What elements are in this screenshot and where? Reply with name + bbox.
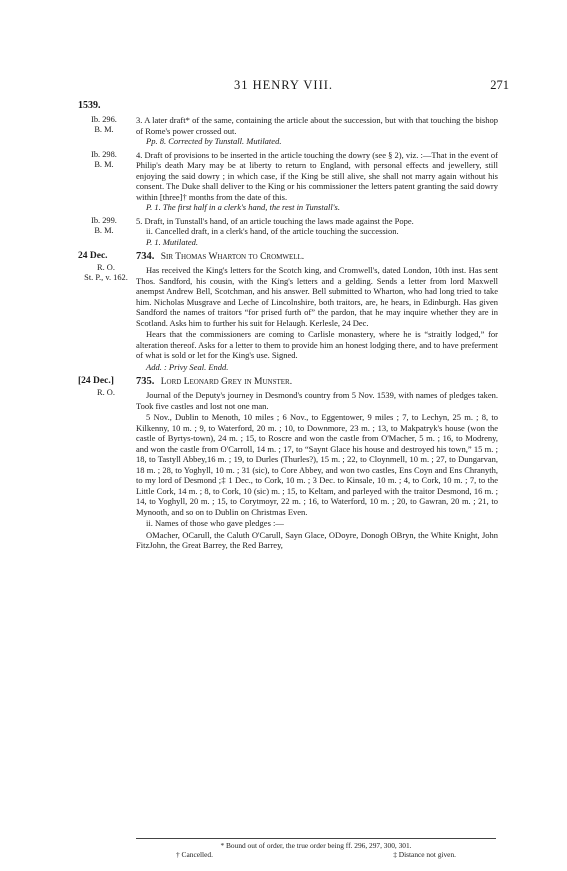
entry-date: 24 Dec. bbox=[78, 251, 108, 261]
margin-ref: R. O. St. P., v. 162. bbox=[84, 263, 128, 283]
footnotes bbox=[136, 838, 496, 859]
pledges-list: OMacher, OCarull, the Caluth O'Carull, Sayn Glace, ODoyre, Donogh OBryn, the White Knight, John FitzJohn, the Great Barrey, the Red Barrey, bbox=[136, 529, 498, 550]
item-subtext: ii. Cancelled draft, in a clerk's hand, of the article touching the succession. bbox=[146, 226, 399, 236]
page-number: 271 bbox=[490, 78, 509, 92]
entry-heading-row bbox=[78, 376, 498, 397]
entry-date: [24 Dec.] bbox=[78, 376, 114, 386]
footnote-distance: ‡ Distance not given. bbox=[393, 850, 456, 859]
entry-title: Sir Thomas Wharton to Cromwell. bbox=[160, 252, 305, 262]
entry-paragraph: Hears that the commissioners are coming to Carlisle monastery, where he is “straitly lodged,” for alteration thereof. Asks for a letter to them to provide him an honest lodging there, and to have preferment of what is sold or let for the King's use. Signed. bbox=[136, 329, 498, 360]
footnote-1: * Bound out of order, the true order being ff. 296, 297, 300, 301. bbox=[220, 841, 412, 850]
entry-endorsement: Add. : Privy Seal. Endd. bbox=[146, 361, 229, 372]
entry-title: Lord Leonard Grey in Munster. bbox=[160, 377, 293, 387]
entry-itinerary: 5 Nov., Dublin to Menoth, 10 miles ; 6 Nov., to Eggentower, 9 miles ; 7, to Lechyn, 25 m. ; 8, to Kilkenny, 10 m. ; 9, to Waterford, 20 m. ; 10, to Downmore, 23 m. ; 13, to Makpatryk's house (won the castle of Byrtys-town), 24 m. ; 15, to Roscre and won the castle from O'Macher, 5 m. ; 16, to Modreny, and won the castle from O'Carroll, 14 m. ; 17, to “Saynt Glace his house and destroyed his town,” 15 m. ; 18, to Tastyll Abbey,16 m. ; 19, to Durles (Thurles?), 15 m. ; 22, to Cloynmell, 10 m. ; 27, to Dungarvan, 18 m. ; 28, to Yoghyll, 10 m. ; 31 (sic), to Core Abbey, and won two castles, Ens Coyn and Ens Chranyth, to my lord of Desmond ;‡ 1 Dec., to Cork, 10 m. ; 3 Dec. to Kinsale, 10 m. ; 4, to Cork, 10 m. ; 7, to the Little Cork, 14 m. ; 8, to Cork, 10 (sic) m. ; 15, to Keltam, and parleyed with the traitor Desmond, 16 m. ; 14, to Yoghyll, 20 m. ; 15, to Corytmoyr, 22 m. ; 16, to Waterford, 10 m. ; 20, to Gawran, 20 m. ; 21, to Mynooth, and so on to Dublin on Christmas Even. bbox=[136, 412, 498, 517]
entry-heading-row bbox=[78, 251, 498, 283]
item-note: P. 1. The first half in a clerk's hand, the rest in Tunstall's. bbox=[146, 202, 340, 212]
item-note: Pp. 8. Corrected by Tunstall. Mutilated. bbox=[146, 136, 282, 146]
item-text: 4. Draft of provisions to be inserted in the article touching the dowry (see § 2), viz. :—That in the event of Philip's death Mary may be at liberty to return to England, with personal effects and jewellery, still enjoying the said dowry ; in which case, if the King be still alive, she shall not marry again without his consent. The Duke shall deliver to the King or his commissioner the letters patent granting the said dowry within [three]† months from the date of this. bbox=[136, 149, 498, 202]
margin-ref: Ib. 296. B. M. bbox=[91, 115, 117, 135]
footnote-cancelled: † Cancelled. bbox=[176, 850, 213, 859]
entry-number: 735. bbox=[136, 376, 155, 387]
year-label: 1539. bbox=[78, 100, 101, 111]
item-4 bbox=[78, 150, 498, 213]
entry-number: 734. bbox=[136, 251, 155, 262]
margin-ref: Ib. 298. B. M. bbox=[91, 149, 117, 169]
item-5 bbox=[78, 216, 498, 248]
item-text: 5. Draft, in Tunstall's hand, of an article touching the laws made against the Pope. bbox=[136, 215, 414, 226]
entry-paragraph: Has received the King's letters for the Scotch king, and Cromwell's, dated London, 10th inst. Has sent Thos. Sandford, his cousin, with the King's letters and a gelding. Sends a letter from lord Maxwell anempst Andrew Bell, Scotchman, and his answer. Bell submitted to Wharton, who had long tried to take him. Nicholas Musgrave and Leche of Lincolnshire, both traitors, are, he hears, in Edinburgh. Has given Sandford the names of traitors “for prised furth of” the pardon, that he may inquire whether they are in Scotland. Asks him to further his suit for Helaugh. Kerlesle, 24 Dec. bbox=[136, 265, 498, 328]
page-header bbox=[0, 78, 567, 92]
running-title: 31 HENRY VIII. bbox=[233, 78, 334, 92]
entry-title-line bbox=[136, 376, 292, 387]
entry-paragraph: Journal of the Deputy's journey in Desmond's country from 5 Nov. 1539, with names of pledges taken. Took five castles and lost not one man. bbox=[136, 390, 498, 411]
pledges-heading: ii. Names of those who gave pledges :— bbox=[146, 518, 284, 528]
footnote-row bbox=[136, 850, 496, 859]
item-note: P. 1. Mutilated. bbox=[146, 236, 199, 247]
entry-734 bbox=[78, 251, 498, 372]
item-text: 3. A later draft* of the same, containing the article about the succession, but with that touching the bishop of Rome's power crossed out. bbox=[136, 115, 498, 136]
entry-735 bbox=[78, 376, 498, 551]
entry-title-line bbox=[136, 251, 304, 262]
margin-ref: Ib. 299. B. M. bbox=[91, 215, 117, 235]
margin-ref: R. O. bbox=[97, 388, 115, 397]
item-3 bbox=[78, 115, 498, 147]
page-content bbox=[78, 100, 498, 554]
